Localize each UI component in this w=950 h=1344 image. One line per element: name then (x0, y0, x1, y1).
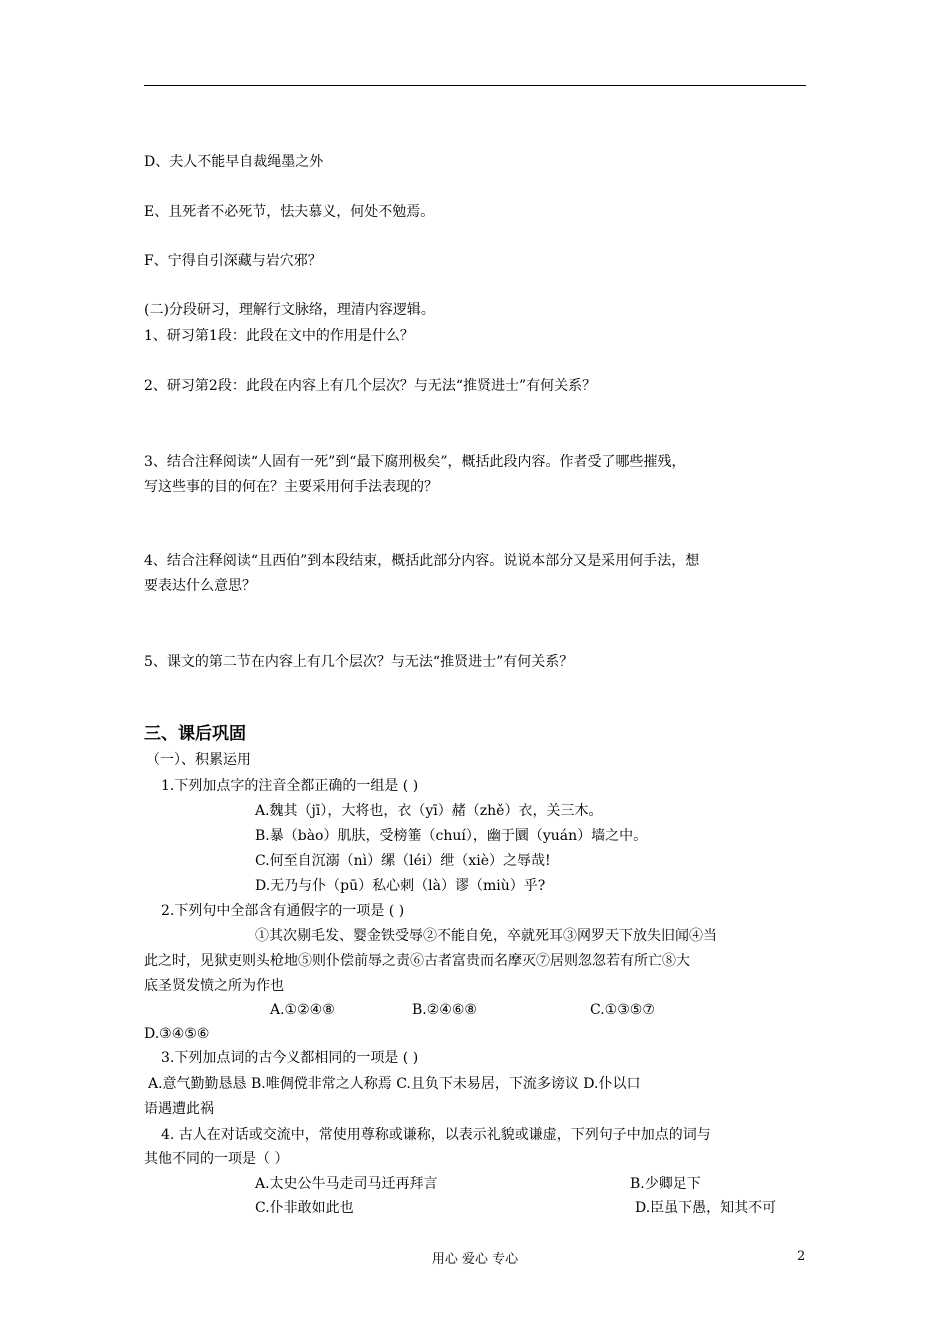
exercise-1-option-b: B.暴（bào）肌肤，受榜箠（chuí），幽于圜（yuán）墙之中。 (255, 828, 648, 844)
study-question-2: 2、研习第2段：此段在内容上有几个层次？与无法“推贤进士”有何关系？ (144, 378, 597, 394)
section-heading-2: (二)分段研习，理解行文脉络，理清内容逻辑。 (144, 302, 435, 318)
exercise-4-line1: 4. 古人在对话或交流中，常使用尊称或谦称，以表示礼貌或谦虚，下列句子中加点的词与 (161, 1127, 711, 1143)
exercise-4-line2: 其他不同的一项是（ ） (144, 1151, 289, 1167)
exercise-4-option-b: B.少卿足下 (630, 1176, 701, 1192)
exercise-3-options-cont: 语遇遭此祸 (144, 1101, 214, 1117)
page-number: 2 (797, 1249, 806, 1264)
exercise-3-options: A.意气勤勤恳恳 B.唯倜傥非常之人称焉 C.且负下未易居，下流多谤议 D.仆以口 (148, 1076, 641, 1092)
option-e-line: E、且死者不必死节，怯夫慕义，何处不勉焉。 (144, 204, 435, 220)
study-question-3-line1: 3、结合注释阅读“人固有一死”到“最下腐刑极矣”，概括此段内容。作者受了哪些摧残， (144, 454, 686, 470)
exercise-1-option-d: D.无乃与仆（pū）私心刺（là）谬（miù）乎? (255, 878, 546, 894)
subsection-heading: （一）、积累运用 (146, 752, 251, 768)
exercise-4-option-d: D.臣虽下愚，知其不可 (635, 1200, 777, 1216)
study-question-4-line1: 4、结合注释阅读“且西伯”到本段结束，概括此部分内容。说说本部分又是采用何手法，想 (144, 553, 700, 569)
study-question-1: 1、研习第1段：此段在文中的作用是什么？ (144, 328, 414, 344)
study-question-4-line2: 要表达什么意思？ (144, 578, 256, 594)
exercise-2-option-a: A.①②④⑧ (270, 1002, 335, 1018)
option-f-line: F、宁得自引深藏与岩穴邪？ (144, 253, 322, 269)
page-footer: 用心 爱心 专心 (431, 1252, 519, 1267)
option-d-line: D、夫人不能早自裁绳墨之外 (144, 154, 324, 170)
exercise-2-option-b: B.②④⑥⑧ (412, 1002, 477, 1018)
study-question-3-line2: 写这些事的目的何在？主要采用何手法表现的？ (144, 479, 438, 495)
exercise-2: 2.下列句中全部含有通假字的一项是 ( ) (161, 903, 405, 919)
exercise-4-option-a: A.太史公牛马走司马迁再拜言 (255, 1176, 438, 1192)
exercise-2-option-c: C.①③⑤⑦ (590, 1002, 655, 1018)
exercise-4-option-c: C.仆非敢如此也 (255, 1200, 354, 1216)
exercise-2-sentences-line1: ①其次剔毛发、婴金铁受辱②不能自免，卒就死耳③网罗天下放失旧闻④当 (255, 928, 717, 944)
exercise-2-option-d: D.③④⑤⑥ (144, 1026, 210, 1042)
study-question-5: 5、课文的第二节在内容上有几个层次？与无法“推贤进士”有何关系？ (144, 654, 574, 670)
exercise-2-sentences-line2: 此之时，见狱吏则头枪地⑤则仆偿前辱之责⑥古者富贵而名摩灭⑦居则忽忽若有所亡⑧大 (144, 953, 690, 969)
exercise-1: 1.下列加点字的注音全都正确的一组是 ( ) (161, 778, 419, 794)
exercise-3: 3.下列加点词的古今义都相同的一项是 ( ) (161, 1050, 419, 1066)
exercise-1-option-a: A.魏其（jī），大将也，衣（yī）赭（zhě）衣，关三木。 (255, 803, 603, 819)
section-heading-3: 三、课后巩固 (144, 724, 246, 744)
exercise-1-option-c: C.何至自沉溺（nì）缧（léi）绁（xiè）之辱哉! (255, 853, 551, 869)
header-rule (144, 85, 806, 86)
exercise-2-sentences-line3: 底圣贤发愤之所为作也 (144, 978, 284, 994)
